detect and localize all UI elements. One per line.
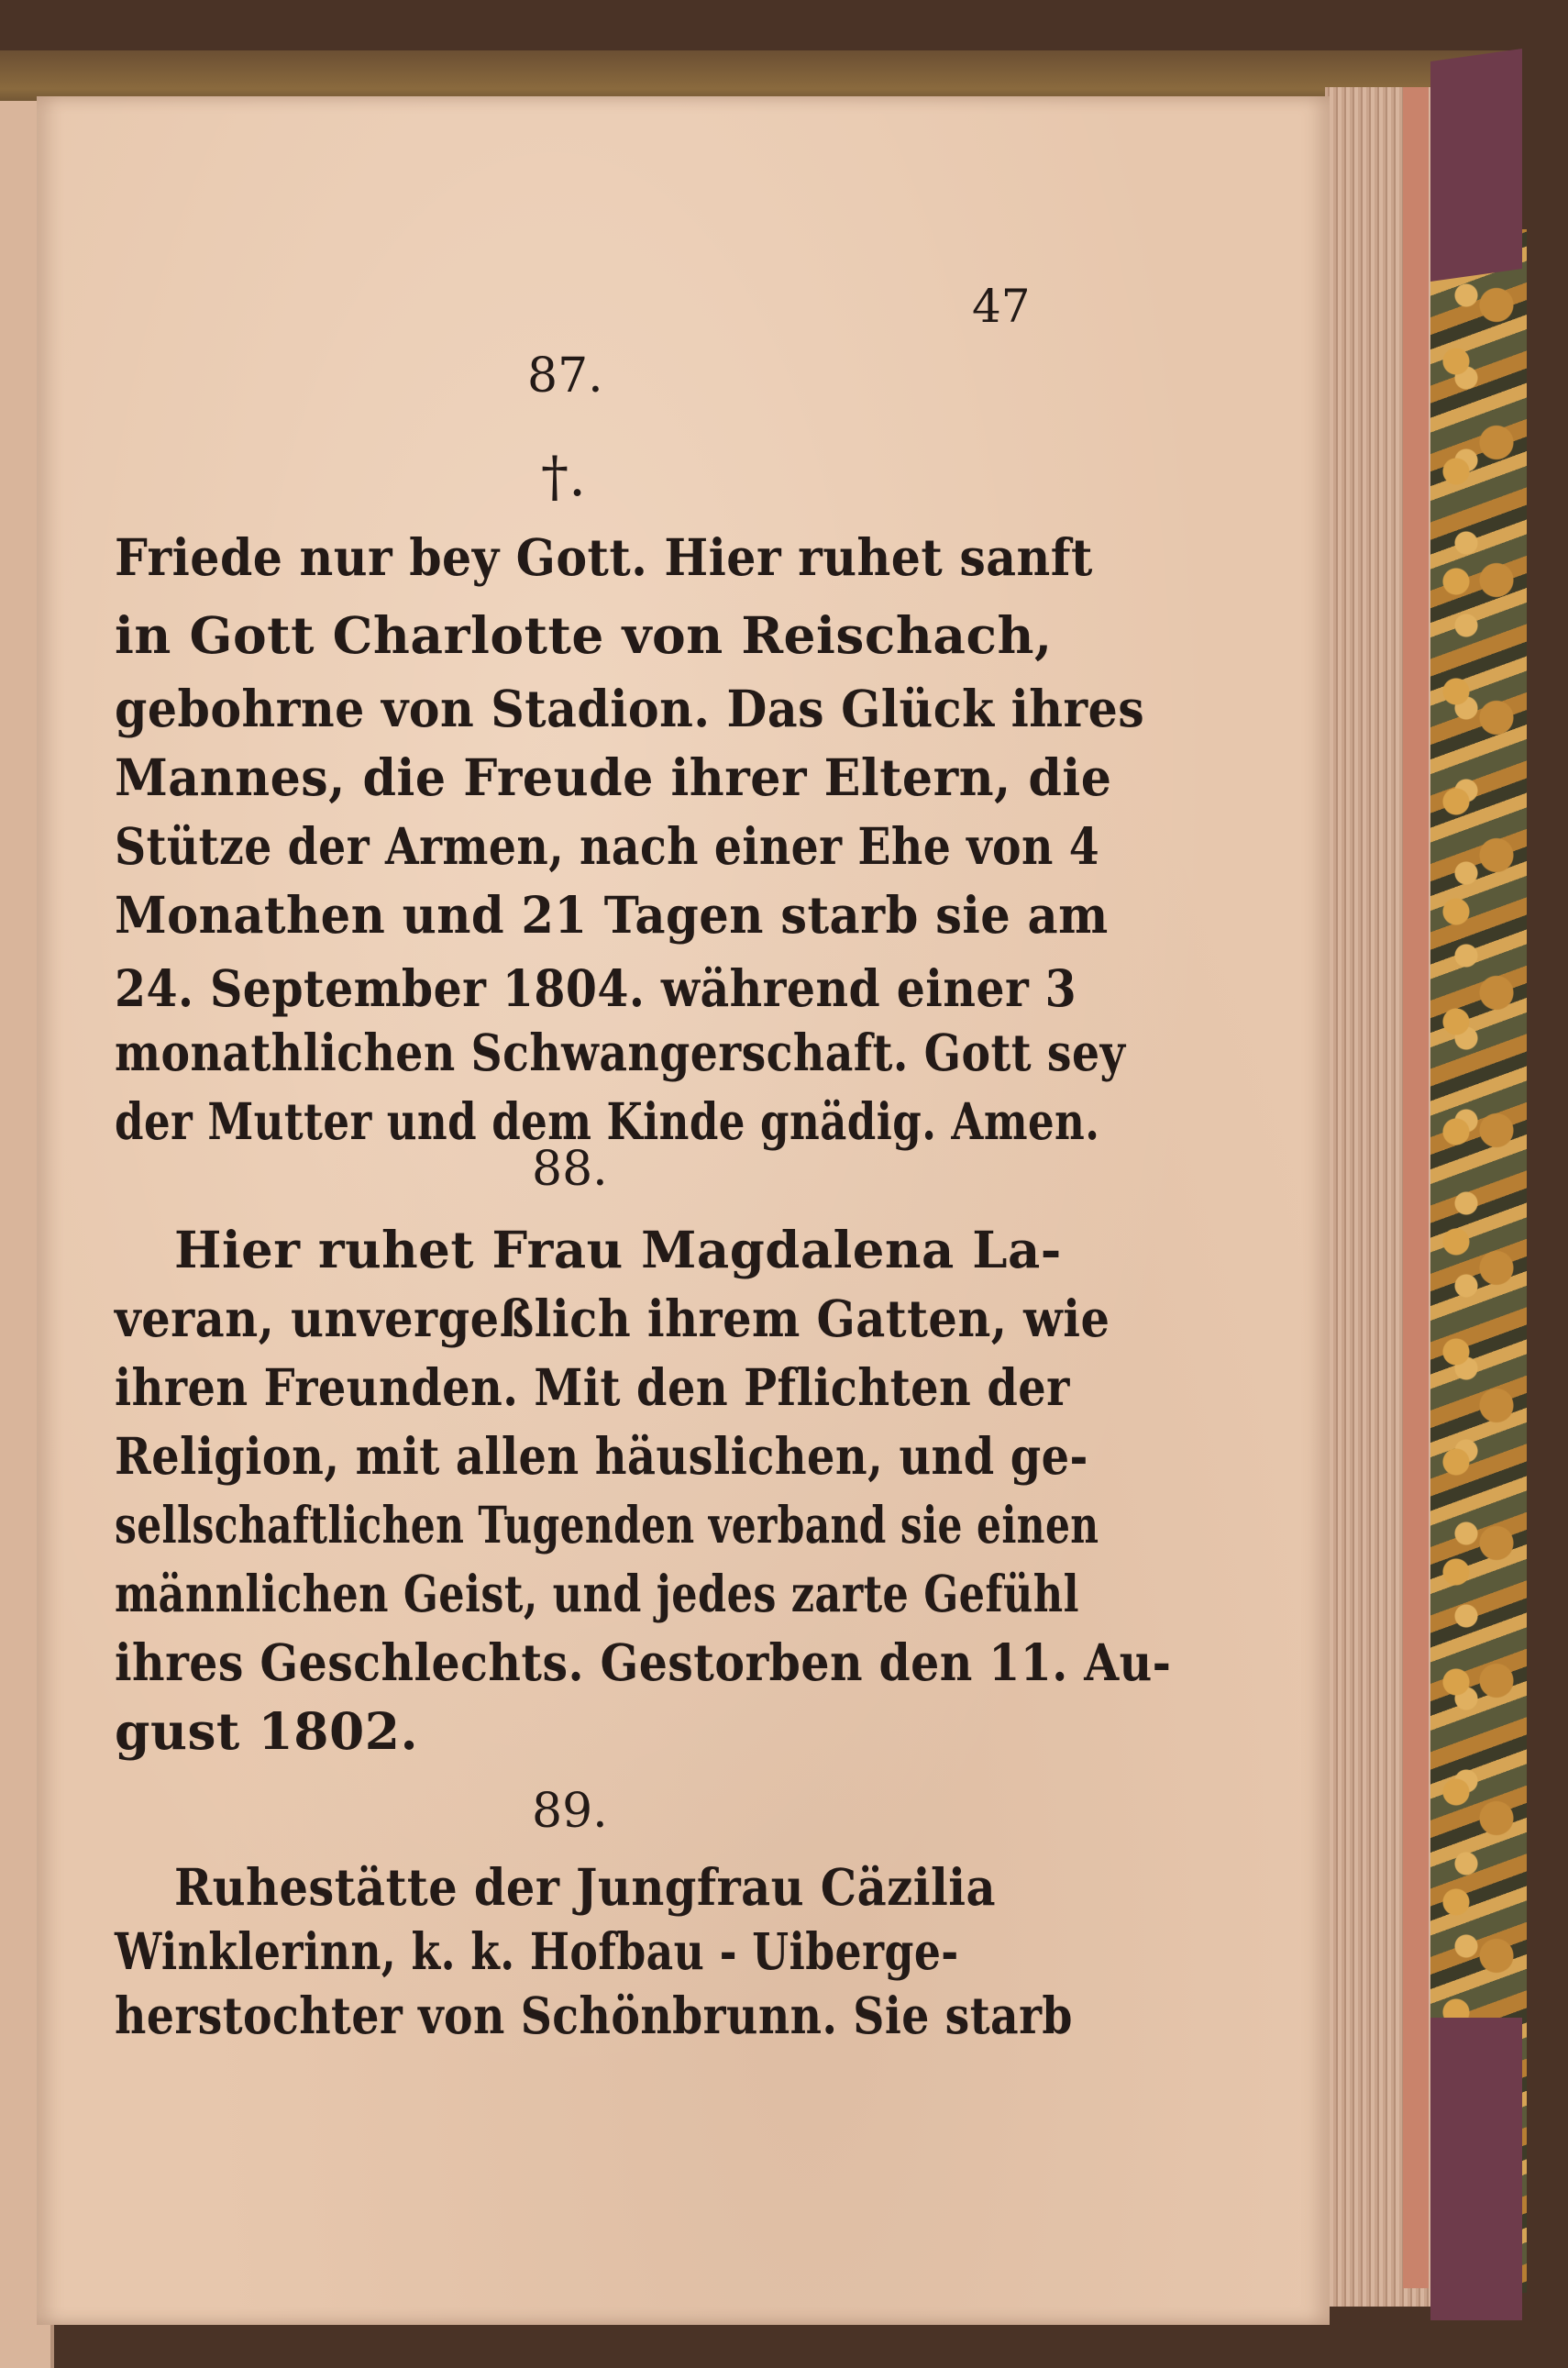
entry-line: monathlichen Schwangerschaft. Gott sey — [115, 1023, 1126, 1082]
cross-mark: †. — [541, 445, 587, 509]
page-edge-colored — [1403, 87, 1429, 2288]
entry-number: 88. — [532, 1142, 608, 1197]
entry-line: 24. September 1804. während einer 3 — [115, 958, 1077, 1018]
entry-line: Stütze der Armen, nach einer Ehe von 4 — [115, 816, 1100, 876]
cover-corner-bottom — [1430, 2018, 1522, 2320]
entry-line: Ruhestätte der Jungfrau Cäzilia — [174, 1857, 996, 1917]
entry-line: sellschaftlichen Tugenden verband sie einen — [115, 1495, 1099, 1555]
entry-line: Friede nur bey Gott. Hier ruhet sanft — [115, 527, 1093, 587]
entry-line: Winklerinn, k. k. Hofbau - Uiberge- — [115, 1921, 959, 1981]
entry-line: herstochter von Schönbrunn. Sie starb — [115, 1986, 1073, 2045]
entry-line: männlichen Geist, und jedes zarte Gefühl — [115, 1564, 1079, 1623]
entry-line: ihres Geschlechts. Gestorben den 11. Au- — [115, 1632, 1172, 1692]
entry-line: Hier ruhet Frau Magdalena La- — [174, 1220, 1062, 1279]
cover-corner-top — [1430, 49, 1522, 282]
entry-number: 89. — [532, 1784, 608, 1839]
entry-line: gust 1802. — [115, 1701, 419, 1761]
entry-number: 87. — [527, 349, 603, 404]
entry-line: ihren Freunden. Mit den Pflichten der — [115, 1357, 1070, 1417]
entry-line: veran, unvergeßlich ihrem Gatten, wie — [115, 1289, 1110, 1348]
entry-line: Religion, mit allen häuslichen, und ge- — [115, 1426, 1088, 1486]
entry-line: Mannes, die Freude ihrer Eltern, die — [115, 747, 1112, 807]
entry-line: in Gott Charlotte von Reischach, — [115, 605, 1053, 665]
page-number: 47 — [972, 280, 1031, 333]
entry-line: der Mutter und dem Kinde gnädig. Amen. — [115, 1091, 1100, 1151]
marbled-cover — [1426, 229, 1527, 2293]
entry-line: Monathen und 21 Tagen starb sie am — [115, 885, 1109, 945]
entry-line: gebohrne von Stadion. Das Glück ihres — [115, 679, 1145, 738]
